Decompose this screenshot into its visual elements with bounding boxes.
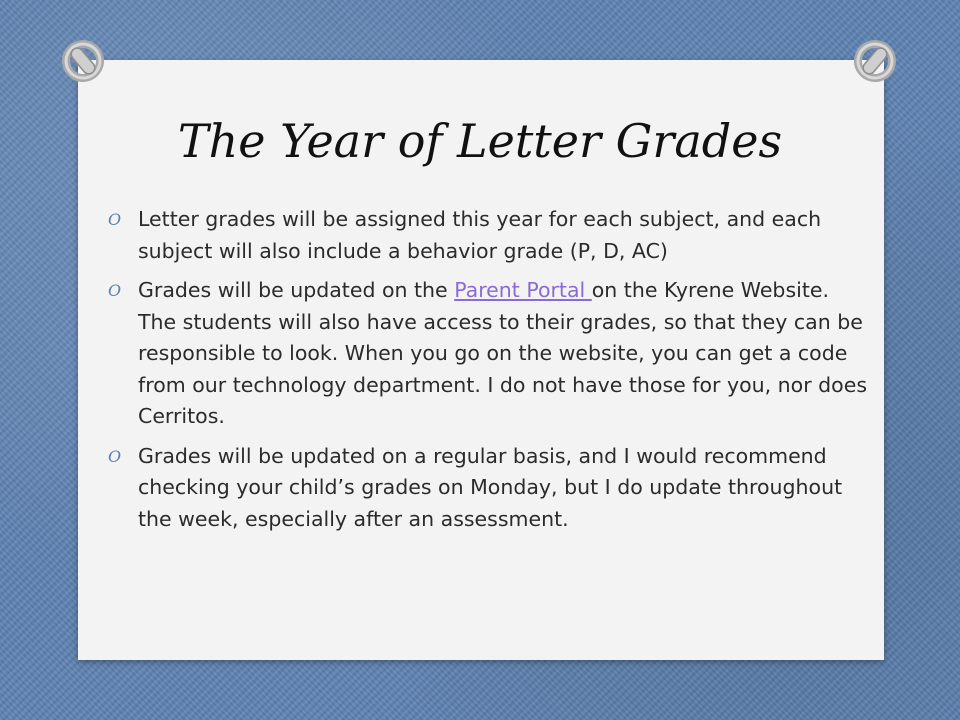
slide-title: The Year of Letter Grades (177, 114, 783, 168)
bullet-text: Letter grades will be assigned this year for each subject, and each subject will also include a behavior grade (P, D, AC) (138, 207, 822, 263)
bullet-text: on the Kyrene Website. The students will also have access to their grades, so that they can be responsible to look. When you go on the website, you can get a code from our technology department. I do not have those for you, nor does Cerritos. (138, 278, 868, 428)
bullet-item (108, 441, 868, 536)
bullet-marker: O (108, 210, 122, 229)
pushpin-icon (60, 38, 106, 84)
bullet-item (108, 204, 868, 267)
bullet-text: Grades will be updated on a regular basis, and I would recommend checking your child’s grades on Monday, but I do update throughout the week, especially after an assessment. (138, 443, 843, 531)
bullet-list (108, 204, 868, 535)
bullet-marker: O (108, 281, 122, 300)
pushpin-icon (852, 38, 898, 84)
bullet-item (108, 275, 868, 433)
bullet-marker: O (108, 446, 122, 466)
bullet-text: Grades will be updated on the (138, 278, 455, 302)
parent-portal-link[interactable]: Parent Portal (454, 278, 592, 302)
